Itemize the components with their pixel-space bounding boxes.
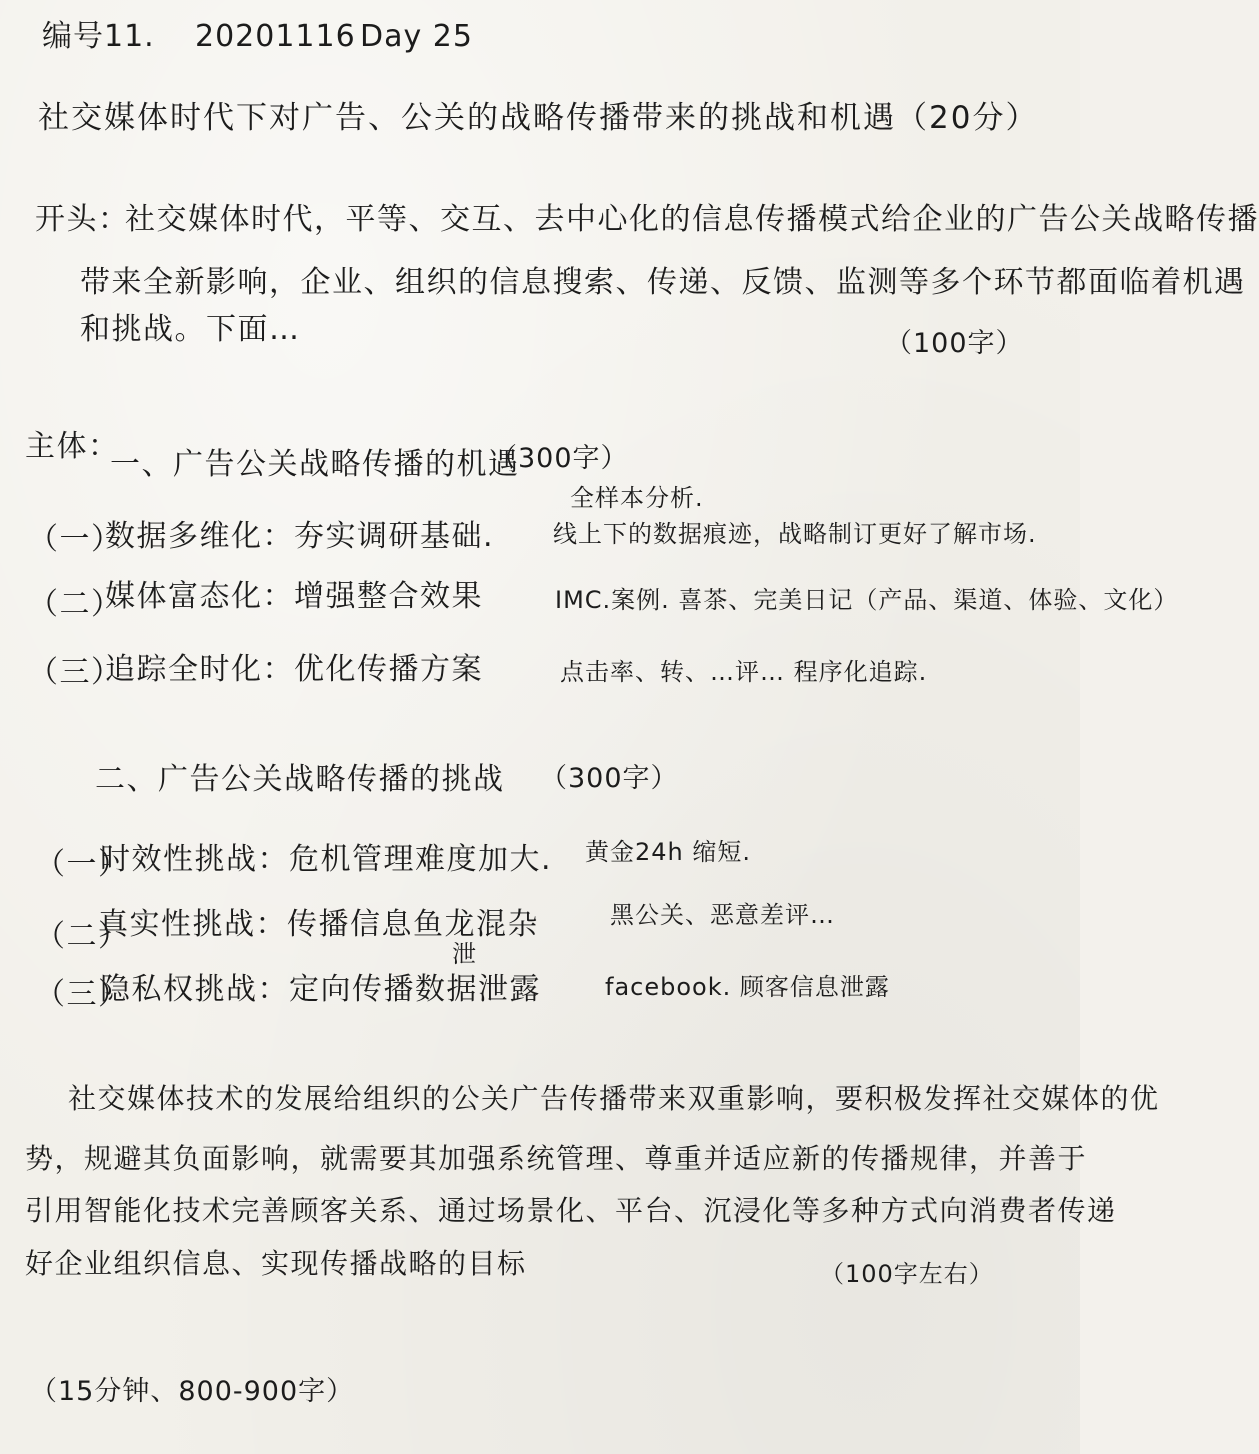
section1-item3-text: 追踪全时化：优化传播方案 xyxy=(105,652,483,687)
intro-label: 开头： xyxy=(35,202,130,237)
section1-item1-note: 线上下的数据痕迹，战略制订更好了解市场. xyxy=(553,520,1037,548)
conclusion-word-count: （100字左右） xyxy=(820,1260,994,1288)
correction-mark: 泄 xyxy=(452,940,477,968)
time-and-length-note: （15分钟、800-900字） xyxy=(30,1376,355,1407)
section2-heading: 二、广告公关战略传播的挑战 xyxy=(95,762,505,797)
intro-line-3: 和挑战。下面… xyxy=(80,312,301,347)
conclusion-line-4: 好企业组织信息、实现传播战略的目标 xyxy=(25,1247,527,1280)
section2-word-count: （300字） xyxy=(540,763,679,794)
section1-item3-num: （三） xyxy=(28,655,123,690)
section1-item1-num: （一） xyxy=(28,522,123,557)
intro-line-2: 带来全新影响，企业、组织的信息搜索、传递、反馈、监测等多个环节都面临着机遇 xyxy=(80,265,1246,300)
intro-word-count: （100字） xyxy=(885,328,1024,359)
note-day: Day 25 xyxy=(360,19,473,54)
section1-heading: 一、广告公关战略传播的机遇 xyxy=(110,447,520,482)
section2-item2-note: 黑公关、恶意差评… xyxy=(610,901,835,929)
essay-question-title: 社交媒体时代下对广告、公关的战略传播带来的挑战和机遇（20分） xyxy=(38,100,1039,136)
section2-item1-note: 黄金24h 缩短. xyxy=(585,838,752,866)
conclusion-line-1: 社交媒体技术的发展给组织的公关广告传播带来双重影响，要积极发挥社交媒体的优 xyxy=(68,1082,1160,1115)
section1-word-count: （300字） xyxy=(490,443,629,474)
conclusion-line-3: 引用智能化技术完善顾客关系、通过场景化、平台、沉浸化等多种方式向消费者传递 xyxy=(25,1194,1117,1227)
note-number: 编号11. xyxy=(42,19,155,54)
section2-item2-text: 真实性挑战：传播信息鱼龙混杂 xyxy=(98,907,539,942)
section1-note-top: 全样本分析. xyxy=(570,484,704,512)
section2-item3-num: （三） xyxy=(35,977,130,1012)
section2-item3-note: facebook. 顾客信息泄露 xyxy=(605,973,890,1001)
section1-item3-note: 点击率、转、…评… 程序化追踪. xyxy=(560,658,928,686)
intro-line-1: 社交媒体时代，平等、交互、去中心化的信息传播模式给企业的广告公关战略传播 xyxy=(125,202,1259,237)
section2-item1-num: （一） xyxy=(35,847,130,882)
section1-item2-num: （二） xyxy=(28,587,123,622)
section2-item2-num: （二） xyxy=(35,919,130,954)
section2-item3-text: 隐私权挑战：定向传播数据泄露 xyxy=(100,972,541,1007)
section1-item1-text: 数据多维化：夯实调研基础. xyxy=(105,519,495,554)
note-date: 20201116 xyxy=(195,19,356,54)
conclusion-line-2: 势，规避其负面影响，就需要其加强系统管理、尊重并适应新的传播规律，并善于 xyxy=(25,1142,1088,1175)
section1-item2-note: IMC.案例. 喜茶、完美日记（产品、渠道、体验、文化） xyxy=(555,586,1179,614)
main-label: 主体： xyxy=(25,429,120,464)
section2-item1-text: 时效性挑战：危机管理难度加大. xyxy=(100,842,553,877)
section1-item2-text: 媒体富态化：增强整合效果 xyxy=(105,579,483,614)
